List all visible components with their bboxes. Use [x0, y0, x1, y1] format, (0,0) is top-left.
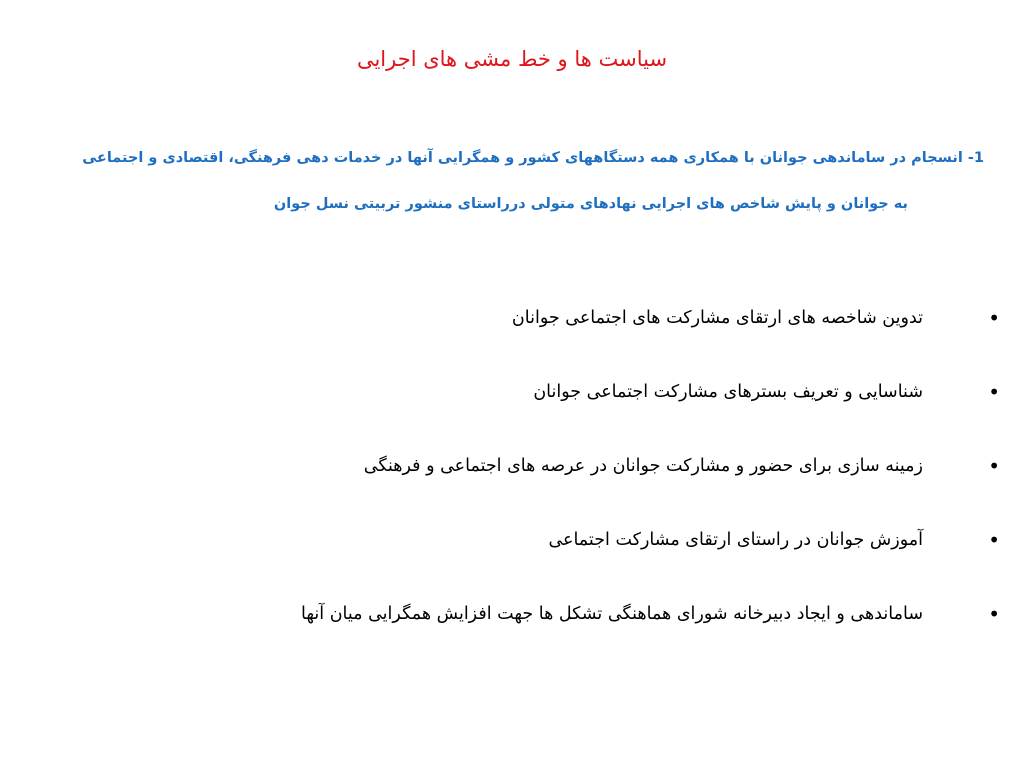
bullet-dot-icon: • — [988, 380, 1000, 404]
bullet-dot-icon: • — [988, 602, 1000, 626]
bullet-item — [68, 600, 1000, 674]
bullet-item — [68, 452, 1000, 526]
bullet-text: ساماندهی و ایجاد دبیرخانه شورای هماهنگی تشکل ها جهت افزایش همگرایی میان آنها — [301, 604, 923, 624]
subtitle-line-1: 1- انسجام در ساماندهی جوانان با همکاری همه دستگاههای کشور و همگرایی آنها در خدمات دهی فرهنگی، اقتصادی و اجتماعی — [82, 150, 984, 166]
slide-subtitle — [44, 146, 984, 216]
subtitle-line-2: به جوانان و پایش شاخص های اجرایی نهادهای متولی درراستای منشور تربیتی نسل جوان — [273, 196, 908, 212]
bullet-dot-icon: • — [988, 306, 1000, 330]
slide-title: سیاست ها و خط مشی های اجرایی — [356, 47, 668, 71]
bullet-item — [68, 304, 1000, 378]
bullet-text: زمینه سازی برای حضور و مشارکت جوانان در عرصه های اجتماعی و فرهنگی — [363, 456, 923, 476]
bullet-item — [68, 378, 1000, 452]
bullet-text: آموزش جوانان در راستای ارتقای مشارکت اجتماعی — [548, 530, 923, 550]
bullet-dot-icon: • — [988, 528, 1000, 552]
bullet-list — [68, 304, 1000, 674]
bullet-text: شناسایی و تعریف بسترهای مشارکت اجتماعی جوانان — [533, 382, 923, 402]
bullet-text: تدوین شاخصه های ارتقای مشارکت های اجتماعی جوانان — [511, 308, 923, 328]
bullet-item — [68, 526, 1000, 600]
bullet-dot-icon: • — [988, 454, 1000, 478]
